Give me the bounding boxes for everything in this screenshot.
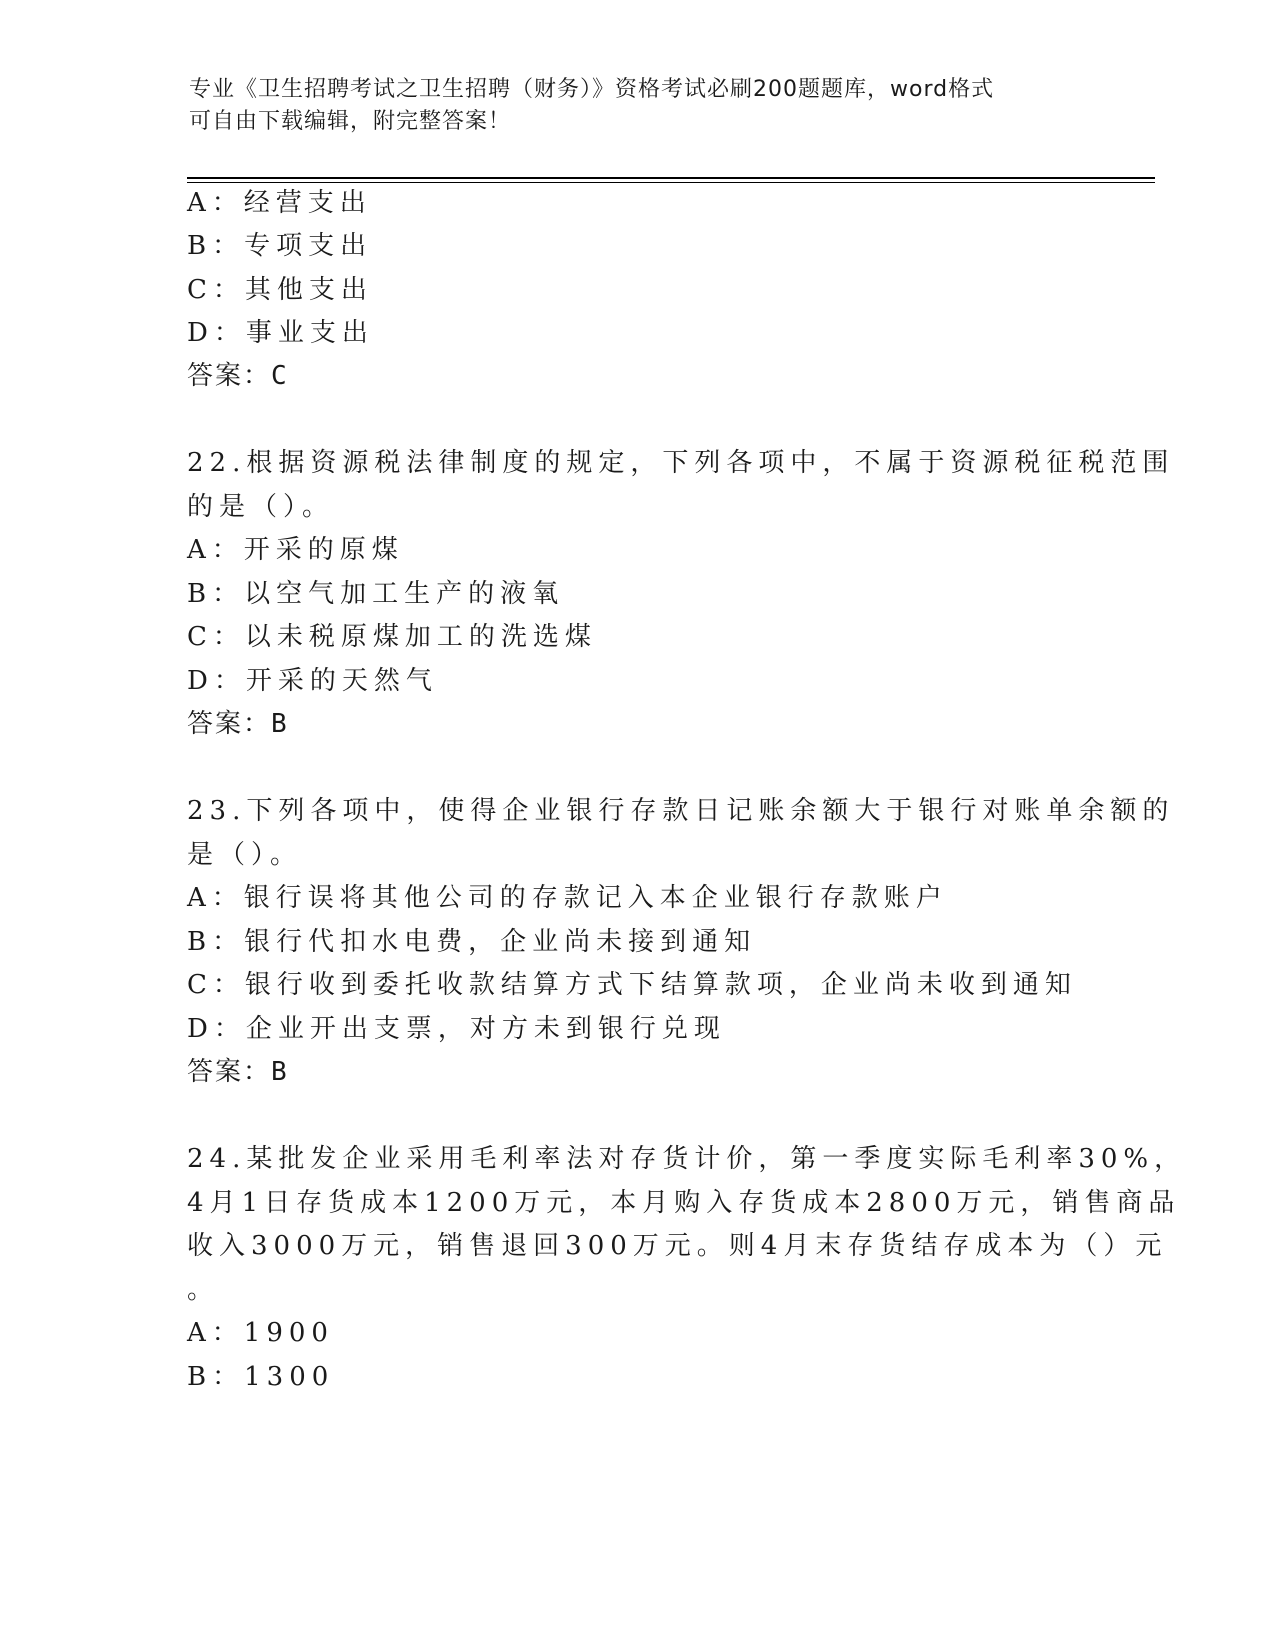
q22-option-c: C：以未税原煤加工的洗选煤 — [187, 622, 597, 652]
q24-option-a: A：1900 — [187, 1318, 334, 1348]
q21-option-d: D：事业支出 — [187, 318, 374, 348]
answer-label: 答案： — [187, 709, 272, 739]
q24-stem-line-3: 收入3000万元，销售退回300万元。则4月末存货结存成本为（）元 — [187, 1231, 1168, 1261]
q24-option-b: B：1300 — [187, 1362, 335, 1392]
q23-stem-line-1: 23.下列各项中，使得企业银行存款日记账余额大于银行对账单余额的 — [187, 796, 1175, 826]
header-line-1: 专业《卫生招聘考试之卫生招聘（财务）》资格考试必刷200题题库，word格式 — [189, 77, 995, 102]
answer-value: B — [271, 709, 289, 739]
q23-answer — [187, 1055, 289, 1089]
q22-option-d: D：开采的天然气 — [187, 666, 438, 696]
document-header — [189, 74, 1089, 138]
q24-stem-line-2: 4月1日存货成本1200万元，本月购入存货成本2800万元，销售商品 — [187, 1188, 1181, 1218]
q23-option-c: C：银行收到委托收款结算方式下结算款项，企业尚未收到通知 — [187, 970, 1077, 1000]
answer-label: 答案： — [187, 1057, 272, 1087]
header-line-2: 可自由下载编辑，附完整答案！ — [189, 109, 512, 134]
q22-option-a: A：开采的原煤 — [187, 535, 404, 565]
q21-option-b: B：专项支出 — [187, 231, 373, 261]
answer-value: B — [271, 1057, 289, 1087]
q23-option-b: B：银行代扣水电费，企业尚未接到通知 — [187, 927, 757, 957]
q22-option-b: B：以空气加工生产的液氧 — [187, 579, 565, 609]
q23-option-d: D：企业开出支票，对方未到银行兑现 — [187, 1014, 726, 1044]
q24-stem-line-4: 。 — [187, 1275, 220, 1305]
q22-answer — [187, 707, 289, 741]
q22-stem-line-1: 22.根据资源税法律制度的规定，下列各项中，不属于资源税征税范围 — [187, 448, 1175, 478]
q21-option-a: A：经营支出 — [187, 188, 372, 218]
answer-label: 答案： — [187, 361, 272, 391]
q23-option-a: A：银行误将其他公司的存款记入本企业银行存款账户 — [187, 883, 948, 913]
q24-stem-line-1: 24.某批发企业采用毛利率法对存货计价，第一季度实际毛利率30%， — [187, 1144, 1187, 1174]
q21-answer — [187, 359, 289, 393]
q22-stem-line-2: 的是（）。 — [187, 492, 335, 522]
header-divider-thin — [187, 182, 1155, 183]
q23-stem-line-2: 是（）。 — [187, 840, 303, 870]
header-divider-thick — [187, 177, 1155, 179]
q21-option-c: C：其他支出 — [187, 275, 373, 305]
answer-value: C — [271, 361, 289, 391]
